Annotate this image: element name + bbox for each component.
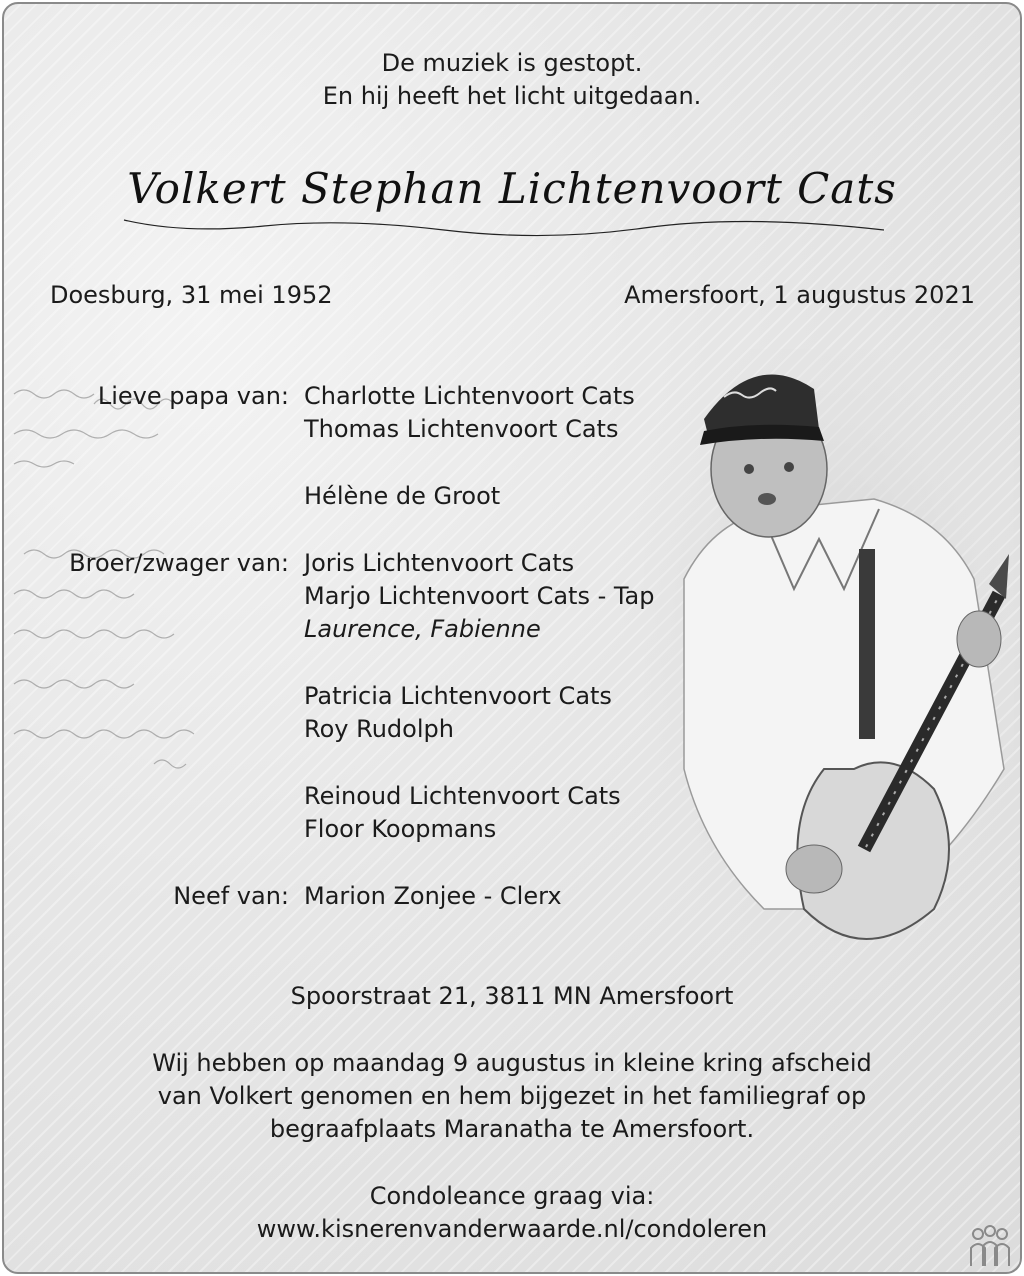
relation-label-broer: Broer/zwager van: <box>69 549 289 577</box>
relation-label-papa: Lieve papa van: <box>97 382 289 410</box>
relation-label-neef: Neef van: <box>173 882 289 910</box>
message-line-1: Wij hebben op maandag 9 augustus in kleine kring afscheid <box>152 1049 872 1077</box>
motto-line-1: De muziek is gestopt. <box>381 49 643 77</box>
relation-name: Marjo Lichtenvoort Cats - Tap <box>304 582 655 610</box>
relation-name: Roy Rudolph <box>304 715 454 743</box>
handwriting-background <box>4 374 304 794</box>
signature-flourish <box>104 212 924 242</box>
relation-name: Marion Zonjee - Clerx <box>304 882 562 910</box>
relation-name: Hélène de Groot <box>304 482 501 510</box>
relation-name: Charlotte Lichtenvoort Cats <box>304 382 635 410</box>
relation-children: Laurence, Fabienne <box>304 615 541 643</box>
message-line-3: begraafplaats Maranatha te Amersfoort. <box>269 1115 755 1143</box>
obituary-card <box>2 2 1022 1274</box>
condolence-link[interactable]: www.kisnerenvanderwaarde.nl/condoleren <box>256 1215 768 1243</box>
motto <box>4 47 1020 113</box>
death-date: Amersfoort, 1 augustus 2021 <box>624 281 975 309</box>
relation-name: Patricia Lichtenvoort Cats <box>304 682 612 710</box>
relation-name: Reinoud Lichtenvoort Cats <box>304 782 621 810</box>
relation-name: Thomas Lichtenvoort Cats <box>304 415 619 443</box>
family-icon <box>966 1222 1014 1270</box>
condolence-label: Condoleance graag via: <box>369 1182 655 1210</box>
guitarist-photo <box>644 349 1014 999</box>
address: Spoorstraat 21, 3811 MN Amersfoort <box>290 982 734 1010</box>
birth-date: Doesburg, 31 mei 1952 <box>50 281 333 309</box>
relation-name: Floor Koopmans <box>304 815 497 843</box>
message-line-2: van Volkert genomen en hem bijgezet in het familiegraf op <box>157 1082 867 1110</box>
relation-name: Joris Lichtenvoort Cats <box>304 549 575 577</box>
motto-line-2: En hij heeft het licht uitgedaan. <box>322 82 702 110</box>
deceased-name: Volkert Stephan Lichtenvoort Cats <box>127 164 897 213</box>
